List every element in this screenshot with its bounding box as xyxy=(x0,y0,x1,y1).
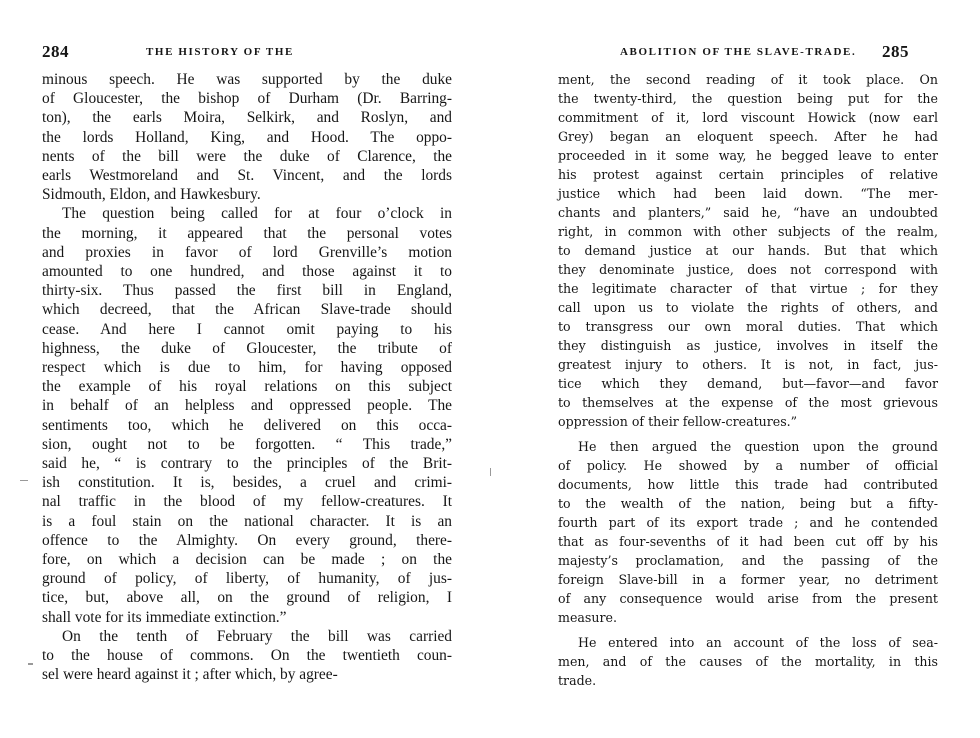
text-line: Sidmouth, Eldon, and Hawkesbury. xyxy=(42,186,261,204)
text-line: offence to the Almighty. On every ground, there- xyxy=(42,531,452,549)
text-line: earls Westmoreland and St. Vincent, and the lords xyxy=(42,167,452,184)
text-line: the example of his royal relations on this subject xyxy=(42,378,452,396)
right-page xyxy=(490,0,980,738)
right-page-number: 285 xyxy=(882,42,909,61)
text-line: fourth part of its export trade ; and he contended xyxy=(558,515,938,530)
text-line: and proxies in favor of lord Grenville’s motion xyxy=(42,243,452,261)
text-line: they distinguish as justice, involves in itself the xyxy=(558,338,938,353)
scan-speck xyxy=(28,663,33,665)
text-line: the lords Holland, King, and Hood. The oppo- xyxy=(42,128,452,146)
text-line: cease. And here I cannot omit paying to his xyxy=(42,320,452,338)
text-line: the twenty-third, the question being put for the xyxy=(558,91,938,106)
text-line: ton), the earls Moira, Selkirk, and Roslyn, and xyxy=(42,109,452,127)
text-line: to transgress our own moral duties. That which xyxy=(558,319,938,334)
text-line: nal traffic in the blood of my fellow-creatures. It xyxy=(42,493,452,511)
text-line: is a foul stain on the national character. It is an xyxy=(42,512,452,530)
text-line: justice which had been laid down. “The mer- xyxy=(558,186,938,201)
scan-speck xyxy=(20,480,28,481)
text-line: they denominate justice, does not correspond with xyxy=(558,262,938,277)
text-line: sel were heard against it ; after which, by agree- xyxy=(42,666,338,684)
text-line: oppression of their fellow-creatures.” xyxy=(558,414,798,429)
text-line: to the house of commons. On the twentieth coun- xyxy=(42,647,452,664)
text-line: proceeded in it some way, he begged leave to enter xyxy=(558,148,938,163)
text-line: greatest injury to others. It is not, in fact, jus- xyxy=(558,357,938,372)
text-line: said he, “ is contrary to the principles of the Brit- xyxy=(42,455,452,472)
text-line: shall vote for its immediate extinction.” xyxy=(42,608,287,626)
text-line: highness, the duke of Gloucester, the tribute of xyxy=(42,339,452,357)
text-line: On the tenth of February the bill was carried xyxy=(62,627,452,645)
text-line: ment, the second reading of it took place. On xyxy=(558,72,938,87)
text-line: respect which is due to him, for having opposed xyxy=(42,359,452,376)
text-line: He entered into an account of the loss of sea- xyxy=(578,635,938,650)
text-line: measure. xyxy=(558,610,617,625)
text-line: chants and planters,” said he, “have an undoubted xyxy=(558,205,938,220)
left-page-number: 284 xyxy=(42,42,69,61)
text-line: majesty’s proclamation, and the passing of the xyxy=(558,553,938,568)
text-line: tice, but, above all, on the ground of religion, I xyxy=(42,589,452,607)
text-line: call upon us to violate the rights of others, and xyxy=(558,300,938,315)
text-line: nents of the bill were the duke of Clarence, the xyxy=(42,147,452,165)
text-line: of policy. He showed by a number of official xyxy=(558,458,938,473)
text-line: commitment of it, lord viscount Howick (now earl xyxy=(558,110,938,125)
text-line: ish constitution. It is, besides, a cruel and crimi- xyxy=(42,474,452,492)
text-line: his protest against certain principles of relative xyxy=(558,167,938,182)
text-line: to themselves at the expense of the most grievous xyxy=(558,395,938,410)
text-line: to demand justice at our hands. But that which xyxy=(558,243,938,258)
text-line: He then argued the question upon the ground xyxy=(578,439,938,454)
text-line: that as four-sevenths of it had been cut off by his xyxy=(558,534,938,549)
right-running-head: ABOLITION OF THE SLAVE-TRADE. xyxy=(620,46,857,58)
text-line: the legitimate character of that virtue ; for they xyxy=(558,281,938,296)
text-line: men, and of the causes of the mortality, in this xyxy=(558,654,938,669)
text-line: thirty-six. Thus passed the first bill in England, xyxy=(42,282,452,300)
text-line: documents, how little this trade had contributed xyxy=(558,477,938,492)
text-line: foreign Slave-bill in a former year, no detriment xyxy=(558,572,938,587)
scan-speck xyxy=(490,468,491,476)
left-running-head: THE HISTORY OF THE xyxy=(146,46,294,58)
text-line: Grey) began an eloquent speech. After he had xyxy=(558,129,938,144)
text-line: the morning, it appeared that the personal votes xyxy=(42,224,452,242)
text-line: tice which they demand, but—favor—and favor xyxy=(558,376,938,391)
text-line: fore, on which a decision can be made ; on the xyxy=(42,551,452,568)
text-line: sion, ought not to be forgotten. “ This trade,” xyxy=(42,435,452,453)
text-line: amounted to one hundred, and those against it to xyxy=(42,263,452,280)
text-line: ground of policy, of liberty, of humanity, of jus- xyxy=(42,570,452,588)
text-line: to the wealth of the nation, being but a fifty- xyxy=(558,496,938,511)
text-line: sentiments too, which he delivered on this occa- xyxy=(42,416,452,434)
text-line: minous speech. He was supported by the duke xyxy=(42,71,452,88)
text-line: in behalf of an helpless and oppressed people. The xyxy=(42,397,452,415)
text-line: The question being called for at four o’clock in xyxy=(62,205,452,223)
text-line: which decreed, that the African Slave-trade should xyxy=(42,301,452,319)
text-line: trade. xyxy=(558,673,597,688)
text-line: of any consequence would arise from the present xyxy=(558,591,938,606)
text-line: of Gloucester, the bishop of Durham (Dr. Barring- xyxy=(42,90,452,108)
text-line: right, in common with other subjects of the realm, xyxy=(558,224,938,239)
